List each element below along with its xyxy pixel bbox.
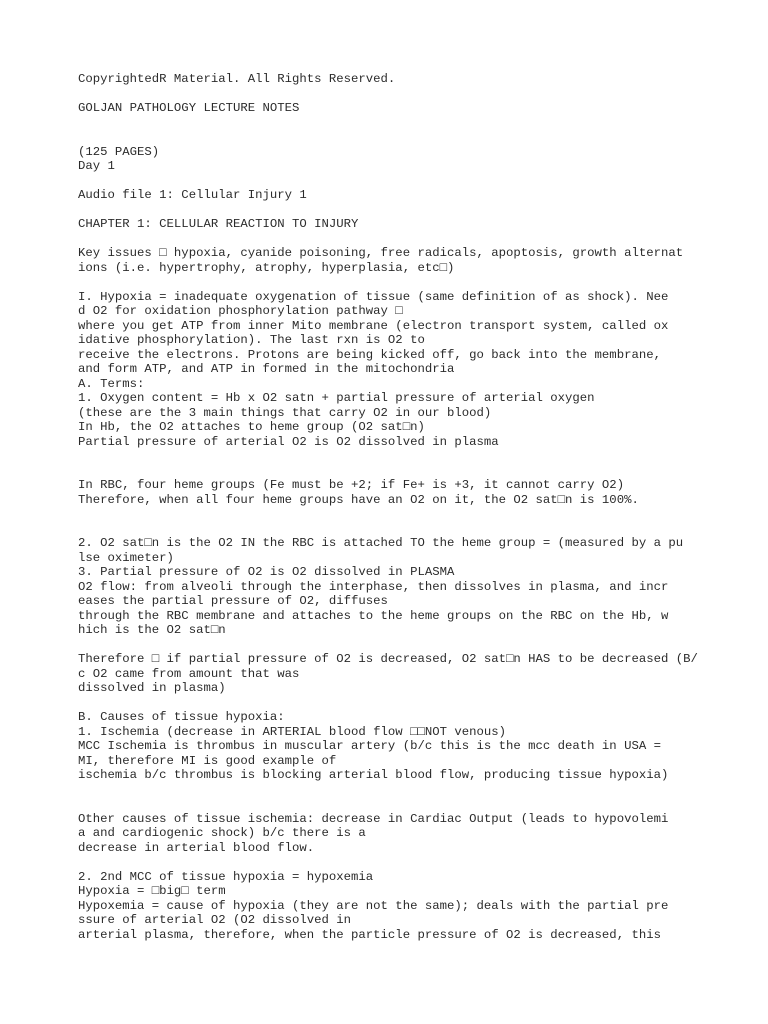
blank-line <box>78 855 728 870</box>
blank-line <box>78 783 728 798</box>
text-line: lse oximeter) <box>78 550 174 565</box>
text-line: where you get ATP from inner Mito membrane (electron transport system, called ox <box>78 318 669 333</box>
blank-line <box>78 507 728 522</box>
text-line: Hypoxemia = cause of hypoxia (they are not the same); deals with the partial pre <box>78 898 669 913</box>
text-line: I. Hypoxia = inadequate oxygenation of tissue (same definition of as shock). Nee <box>78 289 669 304</box>
text-line: ischemia b/c thrombus is blocking arterial blood flow, producing tissue hypoxia) <box>78 768 669 782</box>
text-line: CopyrightedR Material. All Rights Reserved. <box>78 72 396 86</box>
blank-line <box>78 449 728 464</box>
text-line: B. Causes of tissue hypoxia: <box>78 710 285 724</box>
text-line: GOLJAN PATHOLOGY LECTURE NOTES <box>78 101 300 115</box>
blank-line <box>78 130 728 145</box>
text-line: Other causes of tissue ischemia: decrease in Cardiac Output (leads to hypovolemi <box>78 811 669 826</box>
text-line: through the RBC membrane and attaches to the heme groups on the RBC on the Hb, w <box>78 608 669 623</box>
text-line: decrease in arterial blood flow. <box>78 840 315 855</box>
text-line: (125 PAGES) <box>78 144 160 159</box>
text-line: a and cardiogenic shock) b/c there is a <box>78 826 366 840</box>
blank-line <box>78 275 728 290</box>
blank-line <box>78 203 728 218</box>
text-line: MCC Ischemia is thrombus in muscular artery (b/c this is the mcc death in USA = <box>78 739 661 753</box>
blank-line <box>78 116 728 131</box>
blank-line <box>78 638 728 653</box>
text-line: d O2 for oxidation phosphorylation pathway □ <box>78 304 403 318</box>
text-line: Day 1 <box>78 159 115 173</box>
text-line: idative phosphorylation). The last rxn is O2 to <box>78 333 425 347</box>
text-line: receive the electrons. Protons are being kicked off, go back into the membrane, <box>78 347 661 362</box>
text-line: dissolved in plasma) <box>78 681 226 695</box>
text-line: MI, therefore MI is good example of <box>78 753 337 768</box>
blank-line <box>78 464 728 479</box>
text-line: c O2 came from amount that was <box>78 666 300 681</box>
text-line: In RBC, four heme groups (Fe must be +2; if Fe+ is +3, it cannot carry O2) <box>78 478 625 492</box>
text-line: 3. Partial pressure of O2 is O2 dissolved in PLASMA <box>78 565 455 579</box>
text-line: arterial plasma, therefore, when the particle pressure of O2 is decreased, this <box>78 927 661 942</box>
text-line: O2 flow: from alveoli through the interphase, then dissolves in plasma, and incr <box>78 579 669 594</box>
text-line: eases the partial pressure of O2, diffuses <box>78 594 388 608</box>
text-line: (these are the 3 main things that carry O2 in our blood) <box>78 405 492 420</box>
text-line: hich is the O2 sat□n <box>78 623 226 637</box>
text-line: 2. O2 sat□n is the O2 IN the RBC is attached TO the heme group = (measured by a pu <box>78 536 684 550</box>
text-line: In Hb, the O2 attaches to heme group (O2 sat□n) <box>78 420 425 434</box>
text-line: and form ATP, and ATP in formed in the mitochondria <box>78 362 455 376</box>
text-line: Therefore, when all four heme groups have an O2 on it, the O2 sat□n is 100%. <box>78 492 639 507</box>
blank-line <box>78 696 728 711</box>
blank-line <box>78 797 728 812</box>
text-line: Key issues □ hypoxia, cyanide poisoning, free radicals, apoptosis, growth alternat <box>78 246 684 260</box>
blank-line <box>78 522 728 537</box>
text-line: 2. 2nd MCC of tissue hypoxia = hypoxemia <box>78 869 374 884</box>
text-line: 1. Ischemia (decrease in ARTERIAL blood flow □□NOT venous) <box>78 724 507 739</box>
text-line: 1. Oxygen content = Hb x O2 satn + partial pressure of arterial oxygen <box>78 391 595 405</box>
text-line: A. Terms: <box>78 376 145 391</box>
blank-line <box>78 232 728 247</box>
text-line: CHAPTER 1: CELLULAR REACTION TO INJURY <box>78 217 359 231</box>
blank-line <box>78 87 728 102</box>
text-line: ssure of arterial O2 (O2 dissolved in <box>78 913 352 927</box>
text-line: Therefore □ if partial pressure of O2 is decreased, O2 sat□n HAS to be decreased (B/ <box>78 652 698 666</box>
text-line: Hypoxia = □big□ term <box>78 884 226 898</box>
blank-line <box>78 174 728 189</box>
text-line: ions (i.e. hypertrophy, atrophy, hyperplasia, etc□) <box>78 260 455 275</box>
text-line: Partial pressure of arterial O2 is O2 dissolved in plasma <box>78 434 499 449</box>
text-line: Audio file 1: Cellular Injury 1 <box>78 188 307 202</box>
